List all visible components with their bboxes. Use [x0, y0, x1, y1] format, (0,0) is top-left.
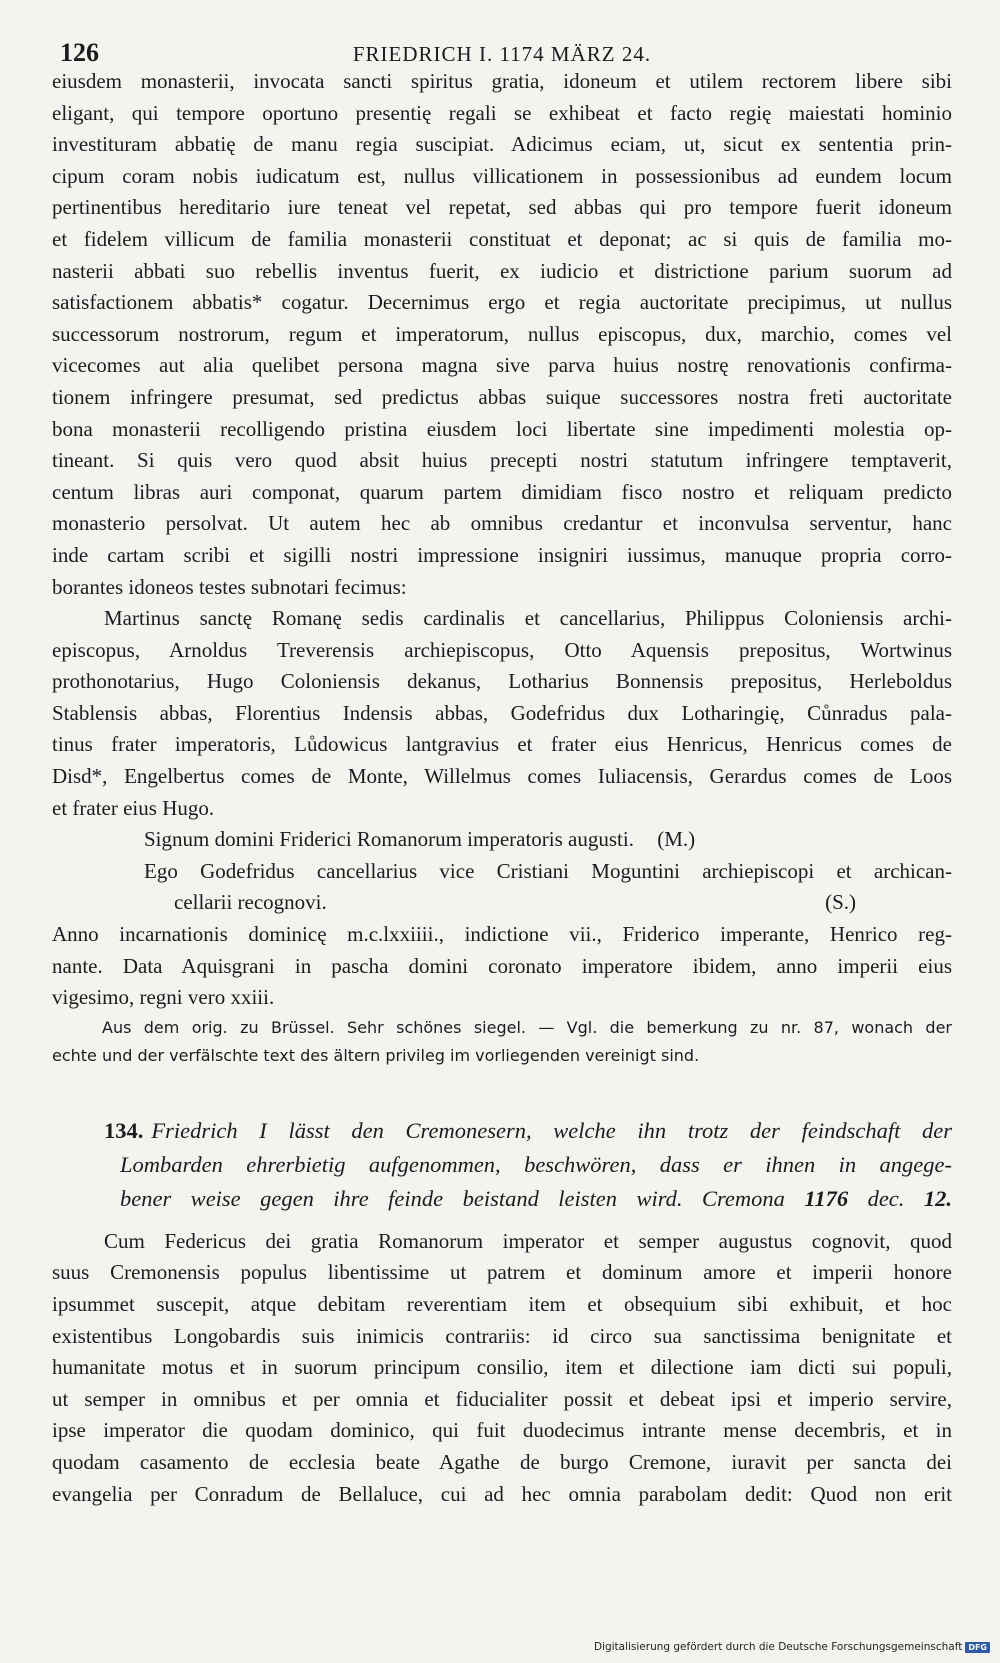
witness-line: tinus frater imperatoris, Lůdowicus lantgravius et frater eius Henricus, Henricus comes de — [52, 732, 952, 757]
text-line: evangelia per Conradum de Bellaluce, cui ad hec omnia parabolam dedit: Quod non erit — [52, 1481, 952, 1506]
witness-line: prothonotarius, Hugo Coloniensis dekanus, Lotharius Bonnensis prepositus, Herleboldus — [52, 669, 952, 694]
witness-line: et frater eius Hugo. — [52, 795, 215, 820]
text-line: ut semper in omnibus et per omnia et fiducialiter possit et debeat ipsi et imperio servire, — [52, 1386, 952, 1411]
recognition-line: Ego Godefridus cancellarius vice Cristiani Moguntini archiepiscopi et archican- — [144, 858, 952, 883]
witness-line: Stablensis abbas, Florentius Indensis abbas, Godefridus dux Lotharingię, Cůnradus pala- — [52, 700, 952, 725]
text-line: Cum Federicus dei gratia Romanorum imperator et semper augustus cognovit, quod — [104, 1228, 952, 1253]
text-line: ipse imperator die quodam dominico, qui fuit duodecimus intrante mense decembris, et in — [52, 1418, 952, 1443]
witness-line: Disd*, Engelbertus comes de Monte, Willelmus comes Iuliacensis, Gerardus comes de Loos — [52, 764, 952, 789]
heading-line — [52, 1114, 952, 1148]
text-line: et fidelem villicum de familia monasterii constituat et deponat; ac si quis de familia mo- — [52, 226, 952, 251]
text-line: successorum nostrorum, regum et imperatorum, nullus episcopus, dux, marchio, comes vel — [52, 321, 952, 346]
text-line: tionem infringere presumat, sed predictus abbas suique successores nostra freti auctoritate — [52, 384, 952, 409]
seal-mark: (S.) — [825, 890, 856, 915]
dating-line: vigesimo, regni vero xxiii. — [52, 985, 275, 1010]
document-page — [52, 30, 952, 1510]
text-line: suus Cremonensis populus libentissime ut patrem et dominum amore et imperii honore — [52, 1260, 952, 1285]
text-line: bona monasterii recolligendo pristina eiusdem loci libertate sine impedimenti molestia op- — [52, 416, 952, 441]
text-line: inde cartam scribi et sigilli nostri impressione insigniri iussimus, manuque propria corro- — [52, 542, 952, 567]
monogram-mark: (M.) — [657, 827, 696, 852]
credit-text: Digitalisierung gefördert durch die Deutsche Forschungsgemeinschaft — [593, 1641, 963, 1653]
text-line: quodam casamento de ecclesia beate Agathe de burgo Cremone, iuravit per sancta dei — [52, 1449, 952, 1474]
text-line: satisfactionem abbatis* cogatur. Decernimus ergo et regia auctoritate precipimus, ut nullus — [52, 290, 952, 315]
dfg-logo: DFG — [965, 1642, 990, 1653]
text-line: vicecomes aut alia quelibet persona magna sive parva huius nostrę renovationis confirma- — [52, 353, 952, 378]
text-line: pertinentibus hereditario iure teneat vel repetat, sed abbas qui pro tempore fuerit idoneum — [52, 195, 952, 220]
text-line: tineant. Si quis vero quod absit huius precepti nostri statutum infringere temptaverit, — [52, 448, 952, 473]
heading-year: 1176 — [804, 1185, 849, 1211]
text-line: humanitate motus et in suorum principum consilio, item et dilectione iam dicti sui populi, — [52, 1355, 952, 1380]
text-line: eiusdem monasterii, invocata sancti spiritus gratia, idoneum et utilem rectorem libere sibi — [52, 69, 952, 93]
text-line: cipum coram nobis iudicatum est, nullus villicationem in possessionibus ad eundem locum — [52, 163, 952, 188]
recognition-line-2 — [52, 887, 952, 919]
text-line: nasterii abbati suo rebellis inventus fuerit, ex iudicio et districtione parium suorum ad — [52, 258, 952, 283]
heading-month: dec. — [867, 1185, 905, 1211]
witness-line: Martinus sanctę Romanę sedis cardinalis et cancellarius, Philippus Coloniensis archi- — [104, 606, 952, 631]
document-heading — [52, 1114, 952, 1216]
text-line: monasterio persolvat. Ut autem hec ab omnibus credantur et inconvulsa serventur, hanc — [52, 511, 952, 536]
signum-line — [52, 824, 952, 856]
note-line: echte und der verfälschte text des ältern privileg im vorliegenden vereinigt sind. — [52, 1045, 700, 1065]
page-header — [52, 30, 952, 66]
heading-day: 12. — [923, 1185, 952, 1211]
charter-text — [52, 66, 952, 603]
witness-line: episcopus, Arnoldus Treverensis archiepiscopus, Otto Aquensis prepositus, Wortwinus — [52, 637, 952, 662]
digitization-credit — [594, 1641, 990, 1653]
signum-text: Signum domini Friderici Romanorum imperatoris augusti. — [144, 827, 634, 852]
text-line: borantes idoneos testes subnotari fecimus: — [52, 574, 407, 599]
document-134-text — [52, 1226, 952, 1510]
text-line: investituram abbatię de manu regia suscipiat. Adicimus eciam, ut, sicut ex sententia prin- — [52, 132, 952, 157]
dating-line: nante. Data Aquisgrani in pascha domini coronato imperatore ibidem, anno imperii eius — [52, 953, 952, 978]
page-number: 126 — [60, 38, 99, 67]
heading-line — [52, 1182, 952, 1216]
signum-block — [52, 824, 952, 919]
text-line: ipsummet suscepit, atque debitam reverentiam item et obsequium sibi exhibuit, et hoc — [52, 1292, 952, 1316]
text-line: centum libras auri componat, quarum partem dimidiam fisco nostro et reliquam predicto — [52, 479, 952, 504]
recognition-text: cellarii recognovi. — [174, 890, 327, 915]
document-number: 134. — [104, 1117, 144, 1143]
witness-list — [52, 603, 952, 824]
heading-text: Friedrich I lässt den Cremonesern, welche ihn trotz der feindschaft der — [151, 1117, 952, 1143]
heading-text: bener weise gegen ihre feinde beistand leisten wird. Cremona — [120, 1185, 785, 1211]
heading-line: Lombarden ehrerbietig aufgenommen, beschwören, dass er ihnen in angege- — [120, 1151, 952, 1177]
text-line: eligant, qui tempore oportuno presentię regali se exhibeat et facto regię maiestati hominio — [52, 100, 952, 125]
dating-clause — [52, 919, 952, 1014]
note-line: Aus dem orig. zu Brüssel. Sehr schönes siegel. — Vgl. die bemerkung zu nr. 87, wonach der — [102, 1017, 952, 1037]
running-title: FRIEDRICH I. 1174 MÄRZ 24. — [352, 42, 652, 66]
editorial-note — [52, 1014, 952, 1070]
text-line: existentibus Longobardis suis inimicis contrariis: id circo sua sanctissima benignitate et — [52, 1323, 952, 1348]
dating-line: Anno incarnationis dominicę m.c.lxxiiii., indictione vii., Friderico imperante, Henrico reg- — [52, 922, 952, 947]
